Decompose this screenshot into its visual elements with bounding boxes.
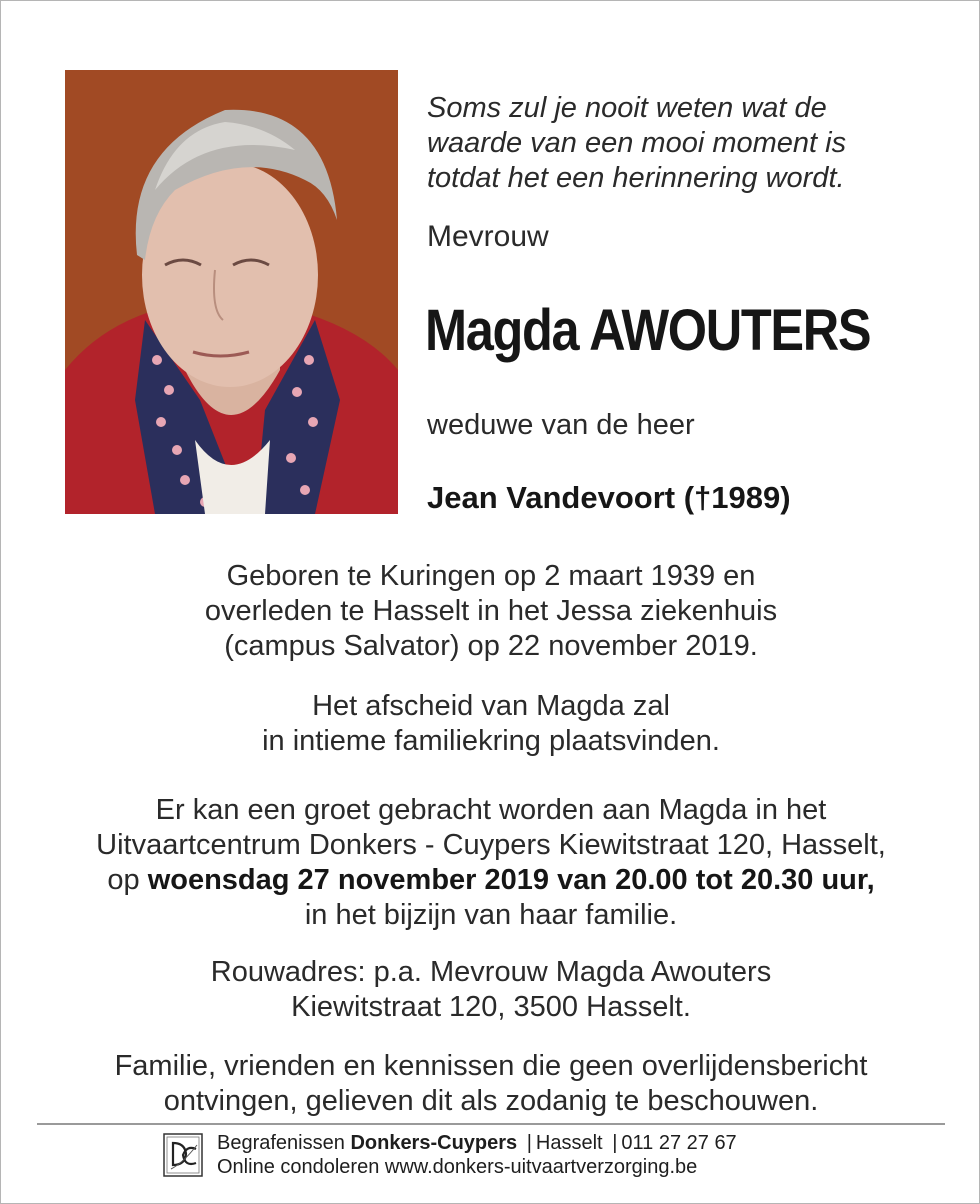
- relation-text: weduwe van de heer: [427, 409, 695, 441]
- visitation-date-time: woensdag 27 november 2019 van 20.00 tot 20.30 uur,: [147, 864, 875, 896]
- text-line: Rouwadres: p.a. Mevrouw Magda Awouters: [210, 956, 772, 988]
- footer-contact: [217, 1131, 737, 1179]
- visitation-prefix: op: [107, 864, 140, 896]
- separator: |: [526, 1132, 532, 1154]
- deceased-name: Magda AWOUTERS: [425, 298, 871, 363]
- visitation-details: [31, 793, 951, 933]
- quote-line: waarde van een mooi moment is: [427, 127, 847, 159]
- text-line: Kiewitstraat 120, 3500 Hasselt.: [291, 991, 691, 1023]
- text-line: ontvingen, gelieven dit als zodanig te beschouwen.: [163, 1085, 819, 1117]
- text-line: Het afscheid van Magda zal: [312, 690, 670, 722]
- memorial-quote: [427, 91, 947, 196]
- spouse-name: Jean Vandevoort (†1989): [427, 480, 791, 515]
- text-line: Geboren te Kuringen op 2 maart 1939 en: [226, 560, 756, 592]
- text-line: Er kan een groet gebracht worden aan Magda in het: [155, 794, 827, 826]
- text-line: overleden te Hasselt in het Jessa ziekenhuis: [204, 595, 778, 627]
- funeral-home-footer: [163, 1131, 863, 1181]
- footer-line-1: [217, 1131, 737, 1155]
- text-line: Uitvaartcentrum Donkers - Cuypers Kiewitstraat 120, Hasselt,: [96, 829, 886, 861]
- company-phone: 011 27 27 67: [621, 1132, 737, 1154]
- footer-divider: [37, 1123, 945, 1125]
- dc-monogram-logo-icon: [163, 1133, 203, 1177]
- footer-prefix: Begrafenissen: [217, 1132, 345, 1154]
- company-name: Donkers-Cuypers: [350, 1132, 518, 1154]
- birth-death-details: [31, 559, 951, 664]
- text-line: in het bijzijn van haar familie.: [304, 899, 678, 931]
- farewell-details: [31, 689, 951, 759]
- quote-line: totdat het een herinnering wordt.: [427, 162, 845, 194]
- portrait-photo: [65, 70, 398, 514]
- mourning-address: [31, 955, 951, 1025]
- online-condolence-link[interactable]: Online condoleren www.donkers-uitvaartverzorging.be: [217, 1156, 698, 1178]
- text-line: in intieme familiekring plaatsvinden.: [262, 725, 720, 757]
- separator: |: [612, 1132, 618, 1154]
- text-line: [31, 863, 951, 898]
- honorific: Mevrouw: [427, 220, 549, 253]
- text-line: (campus Salvator) op 22 november 2019.: [224, 630, 758, 662]
- text-line: Familie, vrienden en kennissen die geen overlijdensbericht: [114, 1050, 868, 1082]
- quote-line: Soms zul je nooit weten wat de: [427, 92, 827, 124]
- notice-text: [31, 1049, 951, 1119]
- company-city: Hasselt: [535, 1132, 603, 1154]
